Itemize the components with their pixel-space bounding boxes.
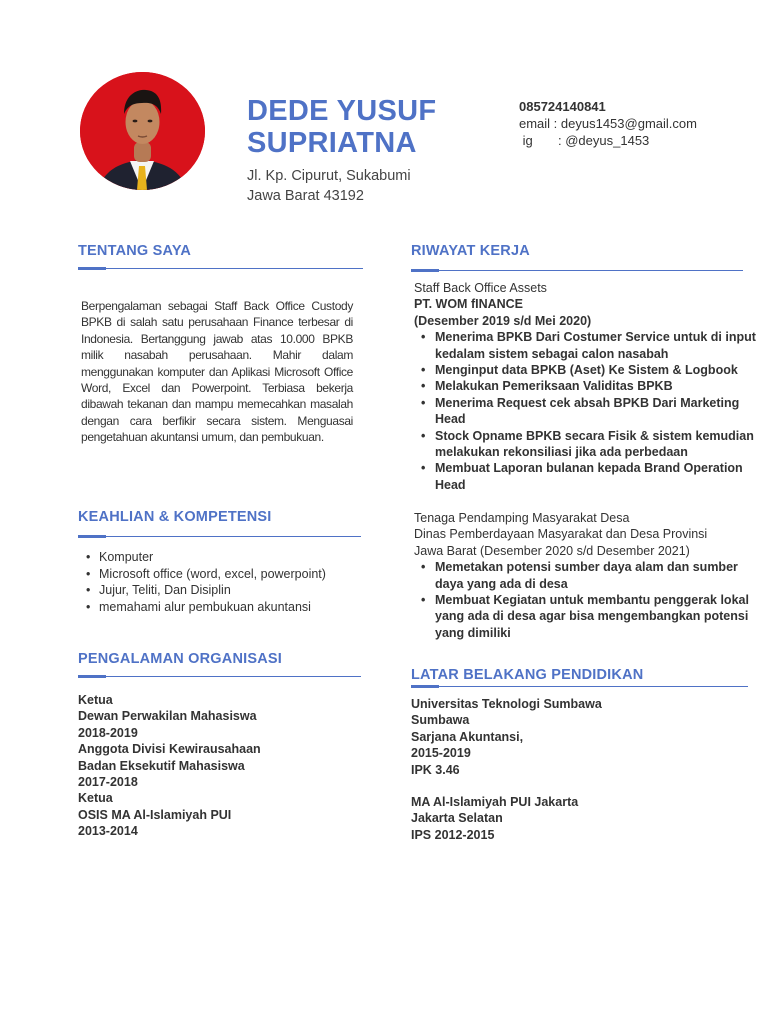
skill-item: • Komputer: [78, 549, 368, 566]
section-divider-education: [411, 686, 748, 687]
education-entry-1: [411, 696, 602, 778]
job-duty: • Menerima BPKB Dari Costumer Service untuk di input kedalam sistem sebagai calon nasabah: [414, 329, 759, 362]
job-entry-1: [414, 280, 759, 493]
job-company: Dinas Pemberdayaan Masyarakat dan Desa Provinsi: [414, 527, 708, 542]
section-title-organization: PENGALAMAN ORGANISASI: [78, 651, 282, 667]
organization-line: 2017-2018: [78, 775, 138, 790]
section-divider-organization: [78, 676, 361, 677]
name-line-1: DEDE YUSUF: [247, 95, 437, 127]
divider-accent: [78, 535, 106, 538]
candidate-name: [247, 95, 487, 159]
job-duty: • Menginput data BPKB (Aset) Ke Sistem & Logbook: [414, 362, 759, 378]
job-company: PT. WOM fINANCE: [414, 297, 524, 312]
divider-accent: [78, 267, 106, 270]
section-divider-about: [78, 268, 363, 269]
job-position: Staff Back Office Assets: [414, 281, 547, 295]
about-text: Berpengalaman sebagai Staff Back Office Custody BPKB di salah satu perusahaan Finance terbesar di Indonesia. Bertanggung jawab atas 10.000 BPKB milik nasabah perusahaan. Mahir dalam menggunakan komputer dan Aplikasi Microsoft Office Word, Excel dan Powerpoint. Terbiasa bekerja dibawah tekanan dan mampu memecahkan masalah dengan cara berfikir secara sistem. Menguasai pengetahuan akuntansi umum, dan pembukuan.: [81, 299, 353, 445]
section-title-education: LATAR BELAKANG PENDIDIKAN: [411, 667, 644, 683]
job-period: (Desember 2019 s/d Mei 2020): [414, 313, 592, 328]
section-title-about: TENTANG SAYA: [78, 243, 192, 259]
job-duty: • Membuat Laporan bulanan kepada Brand Operation Head: [414, 460, 759, 493]
skills-list: [78, 549, 368, 615]
organization-line: 2018-2019: [78, 725, 138, 740]
skill-item: • Microsoft office (word, excel, powerpoint): [78, 566, 368, 583]
section-title-work: RIWAYAT KERJA: [411, 243, 530, 259]
phone-number: 085724140841: [519, 99, 606, 114]
profile-photo: [80, 72, 205, 190]
name-line-2: SUPRIATNA: [247, 127, 417, 159]
organization-line: OSIS MA Al-Islamiyah PUI: [78, 807, 232, 822]
organization-list: [78, 692, 261, 840]
organization-line: Ketua: [78, 791, 113, 806]
organization-line: Ketua: [78, 693, 113, 707]
job-period: Jawa Barat (Desember 2020 s/d Desember 2021): [414, 543, 690, 558]
job-duty: • Membuat Kegiatan untuk membantu penggerak lokal yang ada di desa agar bisa mengembangkan potensi yang dimiliki: [414, 592, 759, 641]
skill-item: • memahami alur pembukuan akuntansi: [78, 599, 368, 616]
education-line: MA Al-Islamiyah PUI Jakarta: [411, 795, 579, 809]
education-line: Jakarta Selatan: [411, 811, 503, 826]
education-line: Sarjana Akuntansi,: [411, 729, 524, 744]
skill-item: • Jujur, Teliti, Dan Disiplin: [78, 582, 368, 599]
education-line: Sumbawa: [411, 713, 470, 728]
job-position: Tenaga Pendamping Masyarakat Desa: [414, 511, 630, 525]
job-duty: • Stock Opname BPKB secara Fisik & sistem kemudian melakukan rekonsiliasi jika ada perbedaan: [414, 428, 759, 461]
organization-line: Anggota Divisi Kewirausahaan: [78, 742, 261, 757]
education-line: 2015-2019: [411, 746, 471, 761]
person-portrait-icon: [80, 72, 205, 190]
organization-line: Badan Eksekutif Mahasiswa: [78, 758, 245, 773]
address: [247, 166, 487, 206]
job-duty: • Memetakan potensi sumber daya alam dan sumber daya yang ada di desa: [414, 559, 759, 592]
education-line: Universitas Teknologi Sumbawa: [411, 697, 602, 711]
divider-accent: [411, 685, 439, 688]
education-entry-2: [411, 794, 578, 843]
address-line-1: Jl. Kp. Cipurut, Sukabumi: [247, 168, 411, 184]
instagram-handle: ig : @deyus_1453: [519, 133, 650, 148]
organization-line: Dewan Perwakilan Mahasiswa: [78, 709, 257, 724]
section-divider-work: [411, 270, 743, 271]
education-line: IPK 3.46: [411, 762, 460, 777]
contact-info: [519, 98, 759, 149]
job-entry-2: [414, 510, 759, 641]
section-title-skills: KEAHLIAN & KOMPETENSI: [78, 509, 272, 525]
education-line: IPS 2012-2015: [411, 827, 495, 842]
organization-line: 2013-2014: [78, 824, 138, 839]
job-duty: • Menerima Request cek absah BPKB Dari Marketing Head: [414, 395, 759, 428]
section-divider-skills: [78, 536, 361, 537]
job-duty: • Melakukan Pemeriksaan Validitas BPKB: [414, 378, 759, 394]
email-address: email : deyus1453@gmail.com: [519, 116, 697, 131]
divider-accent: [411, 269, 439, 272]
divider-accent: [78, 675, 106, 678]
address-line-2: Jawa Barat 43192: [247, 188, 364, 204]
